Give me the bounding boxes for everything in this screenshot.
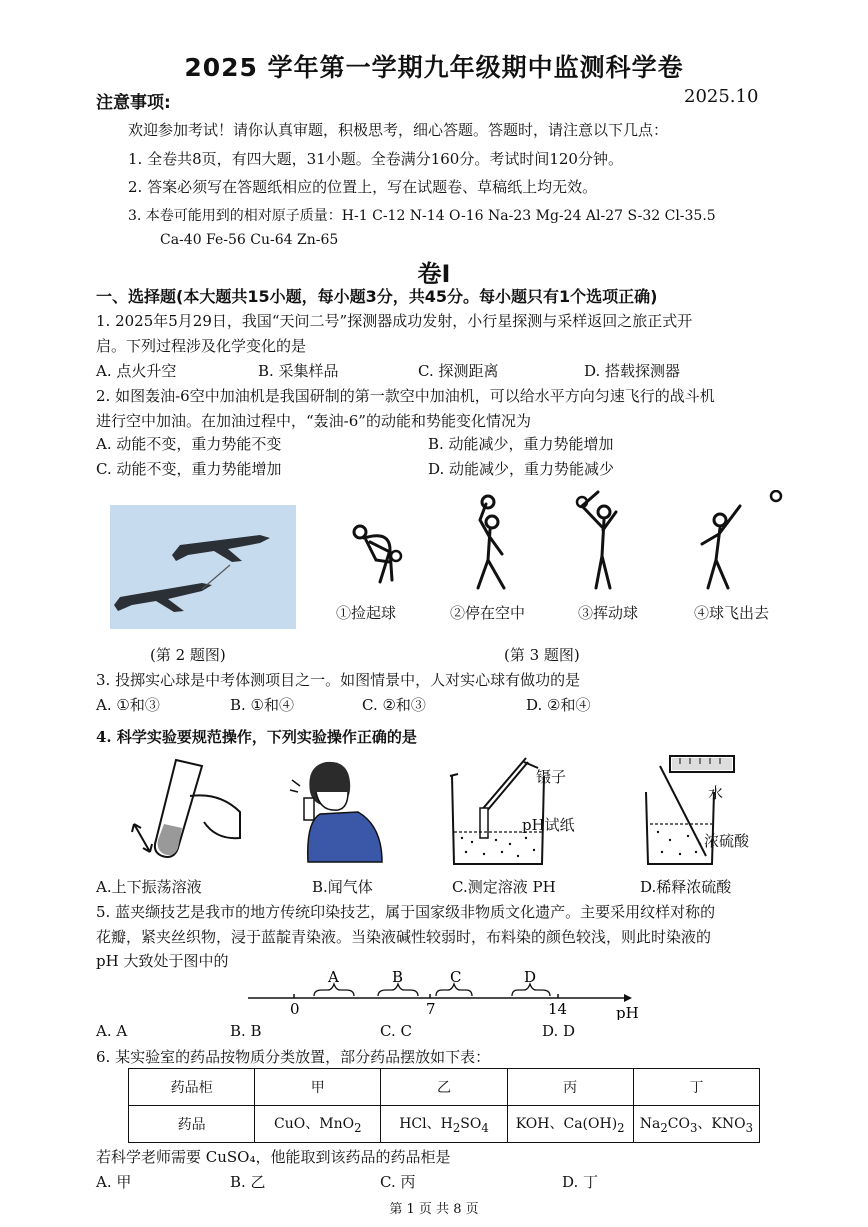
q6-option-a: A. 甲 bbox=[96, 1173, 132, 1191]
notice-heading: 注意事项: bbox=[96, 93, 171, 113]
notice-item-1: 1. 全卷共8页，有四大题，31小题。全卷满分160分。考试时间120分钟。 bbox=[128, 150, 623, 168]
q1-option-c: C. 探测距离 bbox=[418, 362, 499, 380]
q2-option-a: A. 动能不变，重力势能不变 bbox=[96, 435, 282, 453]
ph-tick-14: 14 bbox=[548, 1000, 568, 1018]
q5-option-b: B. B bbox=[230, 1022, 262, 1040]
table-cell: 药品 bbox=[129, 1106, 255, 1143]
ph-letter-c: C bbox=[450, 968, 462, 986]
q5-line1: 5. 蓝夹缬技艺是我市的地方传统印染技艺，属于国家级非物质文化遗产。主要采用纹样对称的 bbox=[96, 903, 716, 921]
q2-figure-caption: (第 2 题图) bbox=[150, 646, 226, 664]
q6-followup: 若科学老师需要 CuSO₄，他能取到该药品的药品柜是 bbox=[96, 1148, 451, 1166]
page-footer: 第 1 页 共 8 页 bbox=[389, 1202, 479, 1217]
q5-line3: pH 大致处于图中的 bbox=[96, 952, 229, 970]
acid-label: 浓硫酸 bbox=[704, 832, 750, 850]
q3-stem: 3. 投掷实心球是中考体测项目之一。如图情景中，人对实心球有做功的是 bbox=[96, 671, 581, 689]
notice-item-3-cont: Ca-40 Fe-56 Cu-64 Zn-65 bbox=[160, 232, 339, 248]
ph-letter-a: A bbox=[328, 968, 339, 986]
q3-option-c: C. ②和③ bbox=[362, 696, 426, 714]
q1-option-b: B. 采集样品 bbox=[258, 362, 339, 380]
test-tube-shaking-image bbox=[120, 752, 244, 868]
q3-option-b: B. ①和④ bbox=[230, 696, 295, 714]
q1-option-d: D. 搭载探测器 bbox=[584, 362, 681, 380]
q3-figure-caption: (第 3 题图) bbox=[504, 646, 580, 664]
section-heading: 一、选择题(本大题共15小题，每小题3分，共45分。每小题只有1个选项正确) bbox=[96, 287, 658, 306]
q4-option-c: C.测定溶液 PH bbox=[452, 878, 556, 896]
table-header-cell: 乙 bbox=[381, 1069, 507, 1106]
q3-option-d: D. ②和④ bbox=[526, 696, 591, 714]
ph-paper-label: pH试纸 bbox=[522, 816, 575, 834]
shot-put-stick-figures bbox=[320, 490, 820, 600]
q6-option-c: C. 丙 bbox=[380, 1173, 416, 1191]
q4-option-d: D.稀释浓硫酸 bbox=[640, 878, 732, 896]
smelling-gas-image bbox=[286, 752, 386, 868]
q3-label-2: ②停在空中 bbox=[450, 604, 526, 622]
q5-option-a: A. A bbox=[96, 1022, 128, 1040]
q5-line2: 花瓣，紧夹丝织物，浸于蓝靛青染液。当染液碱性较弱时，布料染的颜色较浅，则此时染液的 bbox=[96, 928, 712, 946]
table-header-cell: 药品柜 bbox=[129, 1069, 255, 1106]
q2-option-d: D. 动能减少，重力势能减少 bbox=[428, 460, 615, 478]
q6-stem: 6. 某实验室的药品按物质分类放置，部分药品摆放如下表： bbox=[96, 1048, 491, 1066]
q2-line1: 2. 如图轰油-6空中加油机是我国研制的第一款空中加油机，可以给水平方向匀速飞行的战斗机 bbox=[96, 387, 715, 405]
notice-intro: 欢迎参加考试！请你认真审题，积极思考，细心答题。答题时，请注意以下几点： bbox=[128, 121, 669, 139]
q6-option-d: D. 丁 bbox=[562, 1173, 599, 1191]
ph-scale-diagram bbox=[240, 968, 640, 1020]
q6-option-b: B. 乙 bbox=[230, 1173, 266, 1191]
q3-option-a: A. ①和③ bbox=[96, 696, 160, 714]
table-header-cell: 丙 bbox=[507, 1069, 633, 1106]
q5-option-d: D. D bbox=[542, 1022, 576, 1040]
notice-item-3: 3. 本卷可能用到的相对原子质量：H-1 C-12 N-14 O-16 Na-23 Mg-24 Al-27 S-32 Cl-35.5 bbox=[128, 208, 716, 224]
q3-label-3: ③挥动球 bbox=[578, 604, 639, 622]
volume-heading: 卷Ⅰ bbox=[417, 260, 451, 288]
q2-line2: 进行空中加油。在加油过程中，“轰油-6”的动能和势能变化情况为 bbox=[96, 412, 531, 430]
q3-label-4: ④球飞出去 bbox=[694, 604, 770, 622]
water-label: 水 bbox=[708, 784, 724, 802]
table-row bbox=[129, 1069, 760, 1106]
table-row bbox=[129, 1106, 760, 1143]
notice-item-2: 2. 答案必须写在答题纸相应的位置上，写在试题卷、草稿纸上均无效。 bbox=[128, 178, 598, 196]
q1-option-a: A. 点火升空 bbox=[96, 362, 177, 380]
refueling-aircraft-image bbox=[110, 505, 296, 629]
tweezers-label: 镊子 bbox=[536, 768, 567, 786]
table-cell-bing: KOH、$Ca(OH)_2$ bbox=[507, 1106, 633, 1143]
q4-stem: 4. 科学实验要规范操作，下列实验操作正确的是 bbox=[96, 728, 417, 746]
q5-option-c: C. C bbox=[380, 1022, 412, 1040]
ph-tick-7: 7 bbox=[426, 1000, 436, 1018]
ph-letter-d: D bbox=[524, 968, 537, 986]
q3-label-1: ①捡起球 bbox=[336, 604, 397, 622]
table-cell-yi: HCl、$H_2SO_4$ bbox=[381, 1106, 507, 1143]
ph-tick-0: 0 bbox=[290, 1000, 300, 1018]
q2-option-c: C. 动能不变，重力势能增加 bbox=[96, 460, 282, 478]
q1-line1: 1. 2025年5月29日，我国“天问二号”探测器成功发射，小行星探测与采样返回之旅正式开 bbox=[96, 312, 693, 330]
q4-option-b: B.闻气体 bbox=[312, 878, 373, 896]
q1-line2: 启。下列过程涉及化学变化的是 bbox=[96, 337, 307, 355]
ph-unit: pH bbox=[616, 1004, 639, 1020]
table-header-cell: 丁 bbox=[633, 1069, 759, 1106]
table-header-cell: 甲 bbox=[255, 1069, 381, 1106]
q2-option-b: B. 动能减少，重力势能增加 bbox=[428, 435, 614, 453]
table-cell-jia: CuO、MnO$_2$ bbox=[255, 1106, 381, 1143]
page-title: 2025 学年第一学期九年级期中监测科学卷 bbox=[184, 53, 684, 82]
q4-option-a: A.上下振荡溶液 bbox=[96, 878, 202, 896]
drug-cabinet-table bbox=[128, 1068, 760, 1143]
ph-letter-b: B bbox=[392, 968, 404, 986]
table-cell-ding: $Na_2CO_3$、$KNO_3$ bbox=[633, 1106, 759, 1143]
exam-date: 2025.10 bbox=[684, 86, 759, 107]
